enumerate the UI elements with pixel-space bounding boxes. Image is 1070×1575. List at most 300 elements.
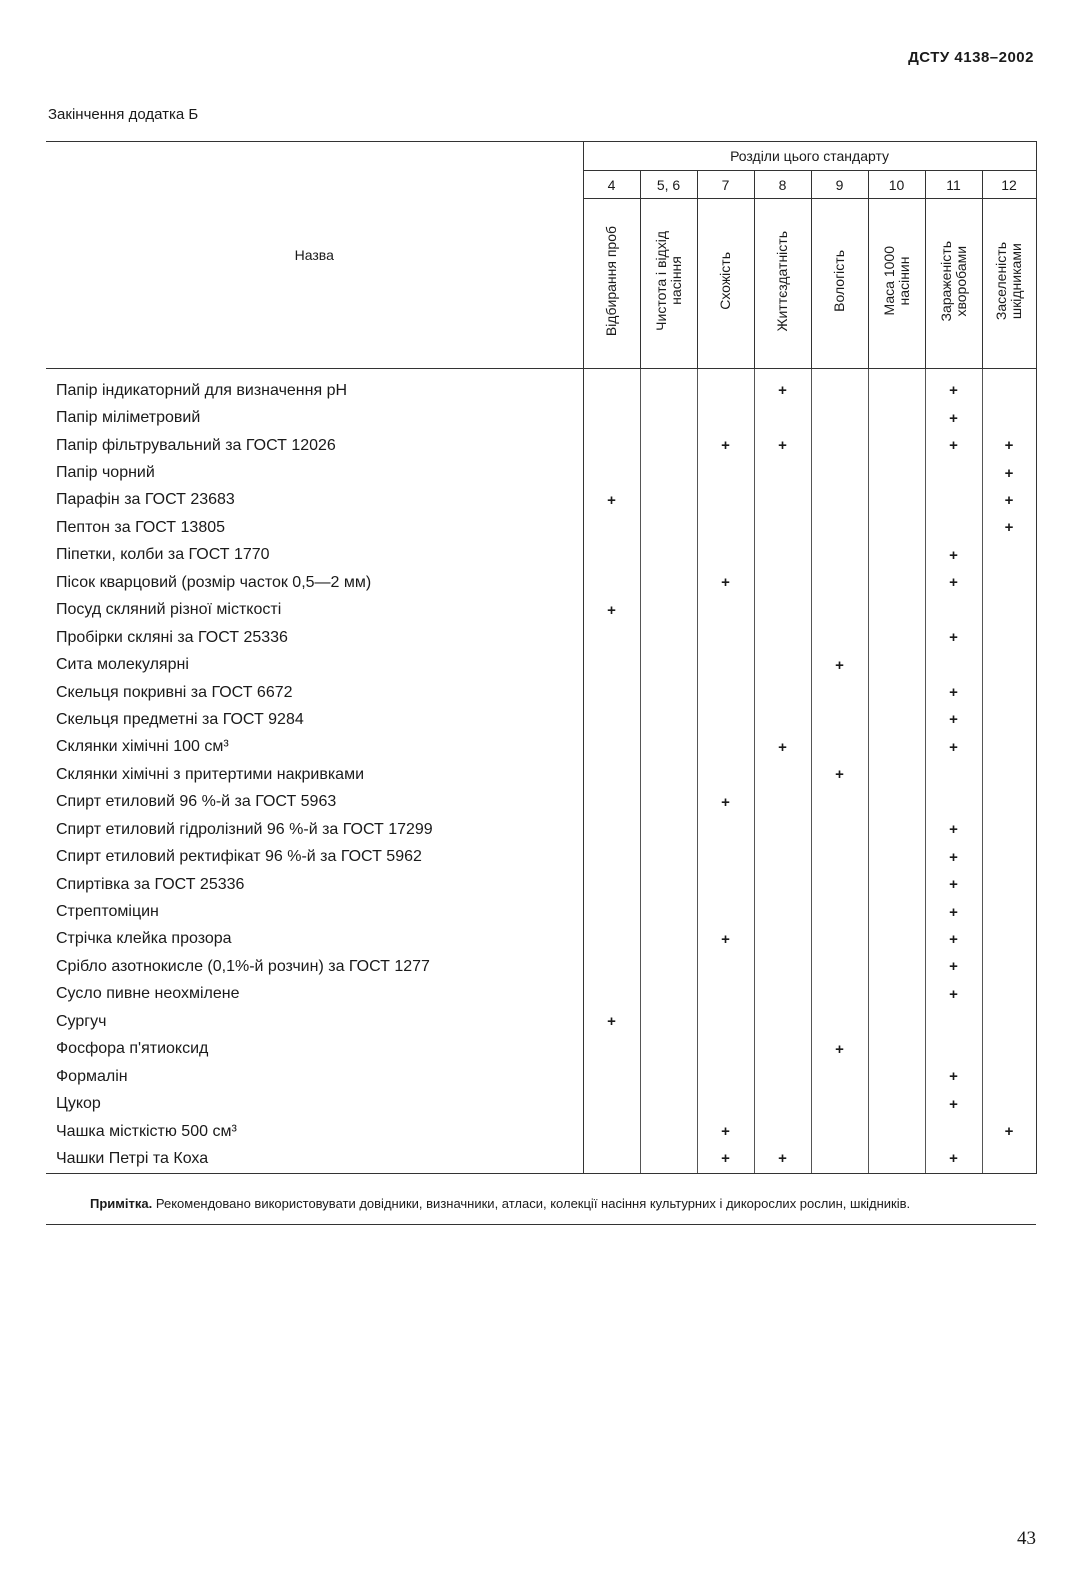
item-name: Пептон за ГОСТ 13805 [56, 518, 226, 536]
usage-mark [868, 926, 925, 953]
usage-mark [697, 1036, 754, 1063]
usage-mark [640, 1118, 697, 1145]
usage-mark [925, 789, 982, 816]
usage-mark [697, 459, 754, 486]
item-name: Папір чорний [56, 464, 155, 482]
usage-mark [697, 369, 754, 405]
usage-mark [583, 953, 640, 980]
usage-mark [811, 734, 868, 761]
usage-mark [640, 624, 697, 651]
usage-mark [868, 706, 925, 733]
usage-mark [868, 369, 925, 405]
usage-mark [982, 624, 1036, 651]
usage-mark [697, 1063, 754, 1090]
usage-mark [640, 651, 697, 678]
usage-mark [697, 542, 754, 569]
table-row [46, 542, 1036, 569]
usage-mark [811, 1145, 868, 1173]
usage-mark [811, 898, 868, 925]
section-number-6: 10 [868, 171, 925, 199]
usage-mark [640, 404, 697, 431]
usage-mark: + [925, 706, 982, 733]
usage-mark [925, 651, 982, 678]
usage-mark [754, 816, 811, 843]
usage-mark [868, 1145, 925, 1173]
usage-mark [754, 953, 811, 980]
section-label-cell-1 [583, 199, 640, 369]
usage-mark: + [925, 404, 982, 431]
table-row [46, 981, 1036, 1008]
usage-mark [583, 1145, 640, 1173]
usage-mark [697, 898, 754, 925]
usage-mark: + [583, 487, 640, 514]
usage-mark [640, 432, 697, 459]
usage-mark [811, 514, 868, 541]
usage-mark [982, 1008, 1036, 1035]
usage-mark [640, 871, 697, 898]
usage-mark: + [925, 1063, 982, 1090]
usage-mark [754, 1008, 811, 1035]
usage-mark [925, 514, 982, 541]
usage-mark [583, 981, 640, 1008]
usage-mark [754, 542, 811, 569]
usage-mark: + [982, 1118, 1036, 1145]
usage-mark [583, 1090, 640, 1117]
table-row [46, 369, 1036, 405]
usage-mark [754, 487, 811, 514]
section-label-6: Маса 1000 насінин [880, 246, 912, 316]
usage-mark [925, 459, 982, 486]
usage-mark [811, 926, 868, 953]
usage-mark [868, 459, 925, 486]
usage-mark [583, 898, 640, 925]
usage-mark [697, 816, 754, 843]
usage-mark: + [925, 1145, 982, 1173]
usage-mark: + [754, 432, 811, 459]
section-label-cell-6 [868, 199, 925, 369]
usage-mark [811, 871, 868, 898]
usage-mark [754, 926, 811, 953]
usage-mark [754, 706, 811, 733]
item-name: Стрептоміцин [56, 903, 159, 921]
usage-mark [868, 404, 925, 431]
usage-mark [811, 1008, 868, 1035]
usage-mark [640, 1036, 697, 1063]
table-row [46, 1008, 1036, 1035]
table-row [46, 624, 1036, 651]
section-number-4: 8 [754, 171, 811, 199]
section-number-8: 12 [982, 171, 1036, 199]
usage-mark [982, 651, 1036, 678]
table-row [46, 597, 1036, 624]
usage-mark: + [925, 734, 982, 761]
usage-mark [754, 1090, 811, 1117]
section-number-5: 9 [811, 171, 868, 199]
usage-mark [925, 1008, 982, 1035]
table-row [46, 1145, 1036, 1173]
usage-mark [811, 1090, 868, 1117]
usage-mark [697, 679, 754, 706]
usage-mark [925, 1118, 982, 1145]
usage-mark [811, 569, 868, 596]
usage-mark [868, 514, 925, 541]
usage-mark [982, 404, 1036, 431]
usage-mark [925, 761, 982, 788]
section-number-1: 4 [583, 171, 640, 199]
table-note [46, 1186, 1036, 1225]
usage-mark [583, 1036, 640, 1063]
item-name: Срібло азотнокисле (0,1%-й розчин) за ГОСТ 1277 [56, 957, 430, 975]
note-label: Примітка. [90, 1196, 153, 1211]
usage-mark [754, 514, 811, 541]
usage-mark [982, 706, 1036, 733]
usage-mark [868, 981, 925, 1008]
usage-mark [583, 514, 640, 541]
usage-mark: + [754, 734, 811, 761]
usage-mark: + [811, 651, 868, 678]
usage-mark [982, 542, 1036, 569]
page-number: 43 [1017, 1528, 1036, 1549]
usage-mark [811, 1118, 868, 1145]
table-row [46, 926, 1036, 953]
item-name: Сита молекулярні [56, 656, 189, 674]
table-row [46, 871, 1036, 898]
section-label-cell-5 [811, 199, 868, 369]
item-name: Папір міліметровий [56, 409, 201, 427]
item-name: Скельця покривні за ГОСТ 6672 [56, 683, 293, 701]
usage-mark [925, 487, 982, 514]
usage-mark: + [697, 569, 754, 596]
table-row [46, 816, 1036, 843]
usage-mark [583, 459, 640, 486]
section-label-7: Зараженість хворобами [937, 240, 969, 322]
usage-mark [583, 369, 640, 405]
usage-mark [868, 1090, 925, 1117]
table-row [46, 706, 1036, 733]
section-label-cell-4 [754, 199, 811, 369]
usage-mark [583, 761, 640, 788]
usage-mark [583, 926, 640, 953]
usage-mark [868, 761, 925, 788]
usage-mark [811, 843, 868, 870]
usage-mark [868, 1063, 925, 1090]
usage-mark [982, 898, 1036, 925]
usage-mark [583, 871, 640, 898]
usage-mark [754, 789, 811, 816]
usage-mark: + [925, 871, 982, 898]
table-row [46, 734, 1036, 761]
item-name: Парафін за ГОСТ 23683 [56, 491, 235, 509]
section-number-7: 11 [925, 171, 982, 199]
usage-mark [697, 651, 754, 678]
usage-mark [811, 679, 868, 706]
item-name: Чашки Петрі та Коха [46, 1145, 583, 1173]
name-column-header: Назва [46, 142, 583, 369]
usage-mark [868, 569, 925, 596]
usage-mark [811, 487, 868, 514]
item-name: Посуд скляний різної місткості [56, 601, 282, 619]
table-row [46, 789, 1036, 816]
usage-mark [583, 651, 640, 678]
usage-mark [982, 953, 1036, 980]
usage-mark [754, 1036, 811, 1063]
usage-mark [640, 679, 697, 706]
usage-mark [754, 569, 811, 596]
usage-mark [982, 369, 1036, 405]
usage-mark [640, 706, 697, 733]
usage-mark [697, 624, 754, 651]
usage-mark [982, 816, 1036, 843]
usage-mark: + [925, 679, 982, 706]
usage-mark [697, 404, 754, 431]
table-row [46, 898, 1036, 925]
item-name: Спирт етиловий ректифікат 96 %-й за ГОСТ 5962 [56, 848, 422, 866]
usage-mark: + [811, 761, 868, 788]
section-label-cell-8 [982, 199, 1036, 369]
document-code: ДСТУ 4138–2002 [908, 49, 1034, 66]
section-label-cell-3 [697, 199, 754, 369]
usage-mark: + [925, 926, 982, 953]
usage-mark [583, 542, 640, 569]
usage-mark [868, 734, 925, 761]
item-name: Скельця предметні за ГОСТ 9284 [56, 710, 304, 728]
usage-mark: + [697, 926, 754, 953]
usage-mark [811, 542, 868, 569]
table-row [46, 459, 1036, 486]
usage-mark [754, 843, 811, 870]
usage-mark [640, 1145, 697, 1173]
usage-mark [583, 789, 640, 816]
usage-mark [583, 404, 640, 431]
usage-mark [697, 597, 754, 624]
usage-mark: + [982, 432, 1036, 459]
usage-mark [697, 843, 754, 870]
usage-mark [868, 542, 925, 569]
usage-mark [982, 679, 1036, 706]
table-row [46, 843, 1036, 870]
usage-mark [697, 706, 754, 733]
usage-mark [811, 597, 868, 624]
usage-mark [583, 734, 640, 761]
usage-mark [868, 432, 925, 459]
usage-mark [811, 706, 868, 733]
usage-mark [982, 926, 1036, 953]
table-row [46, 514, 1036, 541]
usage-mark: + [925, 432, 982, 459]
usage-mark: + [925, 569, 982, 596]
usage-mark [640, 1008, 697, 1035]
usage-mark [640, 761, 697, 788]
usage-mark [583, 706, 640, 733]
usage-mark [925, 597, 982, 624]
usage-mark [583, 569, 640, 596]
usage-mark: + [925, 1090, 982, 1117]
usage-mark [697, 487, 754, 514]
usage-mark [640, 981, 697, 1008]
item-name: Цукор [56, 1095, 101, 1113]
item-name: Формалін [56, 1067, 128, 1085]
usage-mark [640, 597, 697, 624]
usage-mark [811, 981, 868, 1008]
usage-mark [697, 514, 754, 541]
usage-mark [982, 1036, 1036, 1063]
usage-mark [925, 1036, 982, 1063]
section-label-4: Життєздатність [774, 230, 790, 332]
usage-mark [811, 624, 868, 651]
usage-mark [982, 981, 1036, 1008]
usage-mark [811, 1063, 868, 1090]
section-number-2: 5, 6 [640, 171, 697, 199]
table-row [46, 1036, 1036, 1063]
usage-mark: + [583, 597, 640, 624]
table-row [46, 1063, 1036, 1090]
item-name: Сургуч [56, 1012, 107, 1030]
usage-mark [754, 1118, 811, 1145]
usage-mark [754, 404, 811, 431]
usage-mark [754, 981, 811, 1008]
table-row [46, 487, 1036, 514]
usage-mark: + [811, 1036, 868, 1063]
usage-mark: + [982, 459, 1036, 486]
usage-mark [754, 597, 811, 624]
usage-mark [868, 679, 925, 706]
usage-mark [754, 651, 811, 678]
usage-mark [811, 404, 868, 431]
appendix-continuation-title: Закінчення додатка Б [48, 106, 199, 123]
usage-mark [583, 1063, 640, 1090]
usage-mark: + [925, 369, 982, 405]
section-number-3: 7 [697, 171, 754, 199]
usage-mark [754, 1063, 811, 1090]
table-row [46, 953, 1036, 980]
usage-mark [583, 843, 640, 870]
usage-mark [640, 569, 697, 596]
usage-mark [868, 651, 925, 678]
usage-mark [868, 953, 925, 980]
usage-mark: + [697, 1118, 754, 1145]
item-name: Пробірки скляні за ГОСТ 25336 [56, 628, 288, 646]
item-name: Спиртівка за ГОСТ 25336 [56, 875, 245, 893]
usage-mark [868, 1008, 925, 1035]
usage-mark [640, 926, 697, 953]
usage-mark [640, 369, 697, 405]
usage-mark [754, 761, 811, 788]
usage-mark [811, 459, 868, 486]
usage-mark [583, 624, 640, 651]
usage-mark [583, 1118, 640, 1145]
usage-mark [754, 871, 811, 898]
usage-mark [811, 816, 868, 843]
usage-mark [640, 459, 697, 486]
table-row [46, 432, 1036, 459]
equipment-table [46, 141, 1037, 1174]
usage-mark [868, 898, 925, 925]
usage-mark [697, 953, 754, 980]
usage-mark [754, 679, 811, 706]
usage-mark: + [583, 1008, 640, 1035]
usage-mark [982, 871, 1036, 898]
item-name: Чашка місткістю 500 см³ [56, 1122, 237, 1140]
usage-mark: + [754, 369, 811, 405]
item-name: Фосфора п'ятиоксид [56, 1040, 209, 1058]
usage-mark: + [925, 542, 982, 569]
table-row [46, 679, 1036, 706]
usage-mark: + [925, 624, 982, 651]
usage-mark: + [925, 981, 982, 1008]
usage-mark [982, 761, 1036, 788]
usage-mark [811, 432, 868, 459]
usage-mark [697, 1090, 754, 1117]
usage-mark [811, 369, 868, 405]
item-name: Піпетки, колби за ГОСТ 1770 [56, 546, 270, 564]
table-row [46, 1090, 1036, 1117]
section-label-1: Відбирання проб [603, 225, 619, 337]
table-row [46, 1118, 1036, 1145]
usage-mark: + [925, 816, 982, 843]
usage-mark [583, 816, 640, 843]
usage-mark [640, 542, 697, 569]
usage-mark [868, 597, 925, 624]
usage-mark [697, 1008, 754, 1035]
usage-mark [982, 1090, 1036, 1117]
usage-mark [640, 843, 697, 870]
item-name: Пісок кварцовий (розмір часток 0,5—2 мм) [56, 573, 372, 591]
usage-mark [640, 816, 697, 843]
usage-mark [640, 898, 697, 925]
usage-mark [982, 734, 1036, 761]
usage-mark [982, 1063, 1036, 1090]
usage-mark [982, 1145, 1036, 1173]
usage-mark [868, 1118, 925, 1145]
usage-mark [583, 432, 640, 459]
usage-mark [811, 953, 868, 980]
section-label-cell-2 [640, 199, 697, 369]
item-name: Спирт етиловий гідролізний 96 %-й за ГОСТ 17299 [56, 820, 433, 838]
section-label-5: Вологість [831, 250, 847, 312]
usage-mark [868, 624, 925, 651]
section-label-3: Схожість [717, 252, 733, 310]
usage-mark [982, 597, 1036, 624]
item-name: Папір фільтрувальний за ГОСТ 12026 [56, 436, 336, 454]
usage-mark [811, 789, 868, 816]
usage-mark: + [754, 1145, 811, 1173]
table-row [46, 404, 1036, 431]
table-row [46, 651, 1036, 678]
item-name: Склянки хімічні 100 см³ [56, 738, 229, 756]
usage-mark [640, 1063, 697, 1090]
usage-mark: + [982, 514, 1036, 541]
item-name: Склянки хімічні з притертими накривками [56, 765, 365, 783]
usage-mark [697, 734, 754, 761]
usage-mark [982, 789, 1036, 816]
usage-mark [868, 816, 925, 843]
usage-mark [697, 981, 754, 1008]
usage-mark [640, 487, 697, 514]
usage-mark [640, 734, 697, 761]
usage-mark: + [925, 843, 982, 870]
usage-mark [982, 843, 1036, 870]
usage-mark [754, 459, 811, 486]
item-name: Спирт етиловий 96 %-й за ГОСТ 5963 [56, 793, 337, 811]
table-row [46, 569, 1036, 596]
usage-mark: + [925, 898, 982, 925]
usage-mark [868, 1036, 925, 1063]
usage-mark: + [697, 432, 754, 459]
usage-mark [868, 487, 925, 514]
usage-mark [640, 953, 697, 980]
note-text: Рекомендовано використовувати довідники, визначники, атласи, колекції насіння культурних і дикорослих рослин, шкідників. [155, 1196, 911, 1211]
table-row [46, 761, 1036, 788]
